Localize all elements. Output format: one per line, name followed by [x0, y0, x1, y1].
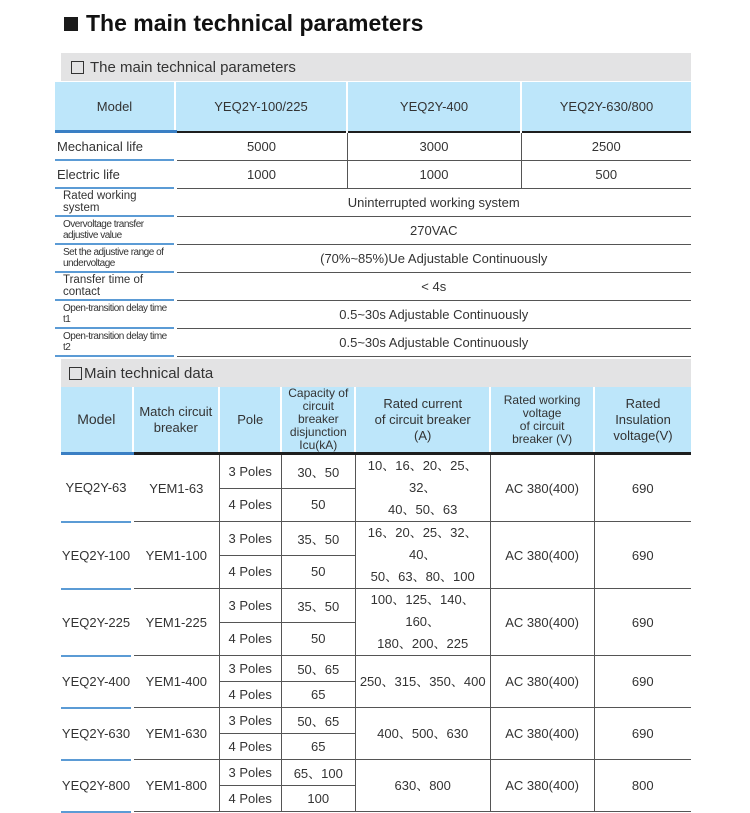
cell-voltage: AC 380(400) [490, 656, 594, 708]
cell-voltage: AC 380(400) [490, 760, 594, 812]
table-row [55, 216, 691, 244]
cell-rated-current: 400、500、630 [355, 708, 490, 760]
header-match-breaker: Match circuit breaker [133, 387, 220, 454]
cell-breaker: YEM1-630 [133, 708, 220, 760]
cell-capacity: 50 [281, 555, 355, 589]
row-label: Open-transition delay time t2 [55, 328, 175, 356]
header-capacity: Capacity of circuit breaker disjunction Icu(kA) [281, 387, 355, 454]
row-label: Electric life [55, 160, 175, 188]
cell-pole: 4 Poles [219, 555, 281, 589]
cell-pole: 3 Poles [219, 656, 281, 682]
cell-pole: 4 Poles [219, 734, 281, 760]
section-title: Main technical data [84, 364, 214, 382]
table-row [55, 272, 691, 300]
header-insulation-voltage: Rated Insulation voltage(V) [594, 387, 691, 454]
cell-pole: 4 Poles [219, 622, 281, 656]
cell-pole: 3 Poles [219, 522, 281, 556]
row-label: Set the adjustive range of undervoltage [55, 244, 175, 272]
cell-value: 0.5~30s Adjustable Continuously [175, 300, 691, 328]
cell-pole: 3 Poles [219, 708, 281, 734]
cell-value: (70%~85%)Ue Adjustable Continuously [175, 244, 691, 272]
row-label: Overvoltage transfer adjustive value [55, 216, 175, 244]
table-row [61, 708, 691, 734]
cell-capacity: 50、65 [281, 656, 355, 682]
cell-value: < 4s [175, 272, 691, 300]
table-row [55, 188, 691, 216]
cell-value: Uninterrupted working system [175, 188, 691, 216]
row-label: Rated working system [55, 188, 175, 216]
cell-pole: 4 Poles [219, 488, 281, 521]
cell-insulation: 800 [594, 760, 691, 812]
table-row [61, 656, 691, 682]
main-parameters-table [55, 82, 691, 357]
cell-breaker: YEM1-800 [133, 760, 220, 812]
checkbox-square-icon [69, 367, 82, 380]
header-model-3: YEQ2Y-630/800 [521, 82, 691, 132]
table-row [55, 132, 691, 161]
header-model: Model [61, 387, 133, 454]
cell-capacity: 50、65 [281, 708, 355, 734]
cell-capacity: 65、100 [281, 760, 355, 786]
table-row [55, 244, 691, 272]
cell-model: YEQ2Y-630 [61, 708, 133, 760]
cell-voltage: AC 380(400) [490, 454, 594, 522]
cell-model: YEQ2Y-100 [61, 522, 133, 589]
cell-value: 500 [521, 160, 691, 188]
cell-capacity: 65 [281, 734, 355, 760]
cell-value: 3000 [347, 132, 521, 161]
cell-model: YEQ2Y-800 [61, 760, 133, 812]
cell-breaker: YEM1-100 [133, 522, 220, 589]
row-label: Transfer time of contact [55, 272, 175, 300]
cell-voltage: AC 380(400) [490, 522, 594, 589]
cell-value: 2500 [521, 132, 691, 161]
table-row [55, 160, 691, 188]
cell-capacity: 65 [281, 682, 355, 708]
table-header-row [61, 387, 691, 454]
cell-rated-current: 10、16、20、25、32、 40、50、63 [355, 454, 490, 522]
cell-value: 1000 [347, 160, 521, 188]
cell-pole: 4 Poles [219, 786, 281, 812]
technical-data-table [61, 387, 691, 813]
cell-pole: 3 Poles [219, 589, 281, 623]
cell-rated-current: 100、125、140、160、 180、200、225 [355, 589, 490, 656]
cell-pole: 3 Poles [219, 760, 281, 786]
header-pole: Pole [219, 387, 281, 454]
cell-model: YEQ2Y-225 [61, 589, 133, 656]
cell-breaker: YEM1-400 [133, 656, 220, 708]
header-rated-working-voltage: Rated working voltage of circuit breaker (V) [490, 387, 594, 454]
row-label: Open-transition delay time t1 [55, 300, 175, 328]
table-row [61, 454, 691, 489]
header-model-2: YEQ2Y-400 [347, 82, 521, 132]
cell-capacity: 50 [281, 622, 355, 656]
cell-pole: 4 Poles [219, 682, 281, 708]
cell-model: YEQ2Y-63 [61, 454, 133, 522]
cell-voltage: AC 380(400) [490, 708, 594, 760]
page-title [64, 10, 423, 37]
cell-capacity: 35、50 [281, 589, 355, 623]
cell-capacity: 35、50 [281, 522, 355, 556]
table-row [55, 328, 691, 356]
header-model-1: YEQ2Y-100/225 [175, 82, 347, 132]
cell-breaker: YEM1-63 [133, 454, 220, 522]
cell-insulation: 690 [594, 656, 691, 708]
cell-pole: 3 Poles [219, 454, 281, 489]
cell-model: YEQ2Y-400 [61, 656, 133, 708]
checkbox-square-icon [71, 61, 84, 74]
header-rated-current: Rated current of circuit breaker (A) [355, 387, 490, 454]
cell-value: 0.5~30s Adjustable Continuously [175, 328, 691, 356]
cell-voltage: AC 380(400) [490, 589, 594, 656]
cell-rated-current: 250、315、350、400 [355, 656, 490, 708]
cell-capacity: 30、50 [281, 454, 355, 489]
cell-rated-current: 16、20、25、32、40、 50、63、80、100 [355, 522, 490, 589]
cell-value: 5000 [175, 132, 347, 161]
table-header-row [55, 82, 691, 132]
cell-capacity: 100 [281, 786, 355, 812]
cell-capacity: 50 [281, 488, 355, 521]
cell-insulation: 690 [594, 589, 691, 656]
cell-insulation: 690 [594, 522, 691, 589]
cell-breaker: YEM1-225 [133, 589, 220, 656]
table-row [61, 589, 691, 623]
cell-value: 1000 [175, 160, 347, 188]
cell-value: 270VAC [175, 216, 691, 244]
square-bullet-icon [64, 17, 78, 31]
table-row [61, 522, 691, 556]
table-row [55, 300, 691, 328]
section-header-main-parameters [61, 53, 691, 81]
cell-rated-current: 630、800 [355, 760, 490, 812]
section-header-technical-data [61, 359, 691, 387]
page-title-text: The main technical parameters [86, 10, 424, 36]
section-title: The main technical parameters [90, 58, 296, 76]
header-model: Model [55, 82, 175, 132]
cell-insulation: 690 [594, 708, 691, 760]
row-label: Mechanical life [55, 132, 175, 161]
table-row [61, 760, 691, 786]
cell-insulation: 690 [594, 454, 691, 522]
